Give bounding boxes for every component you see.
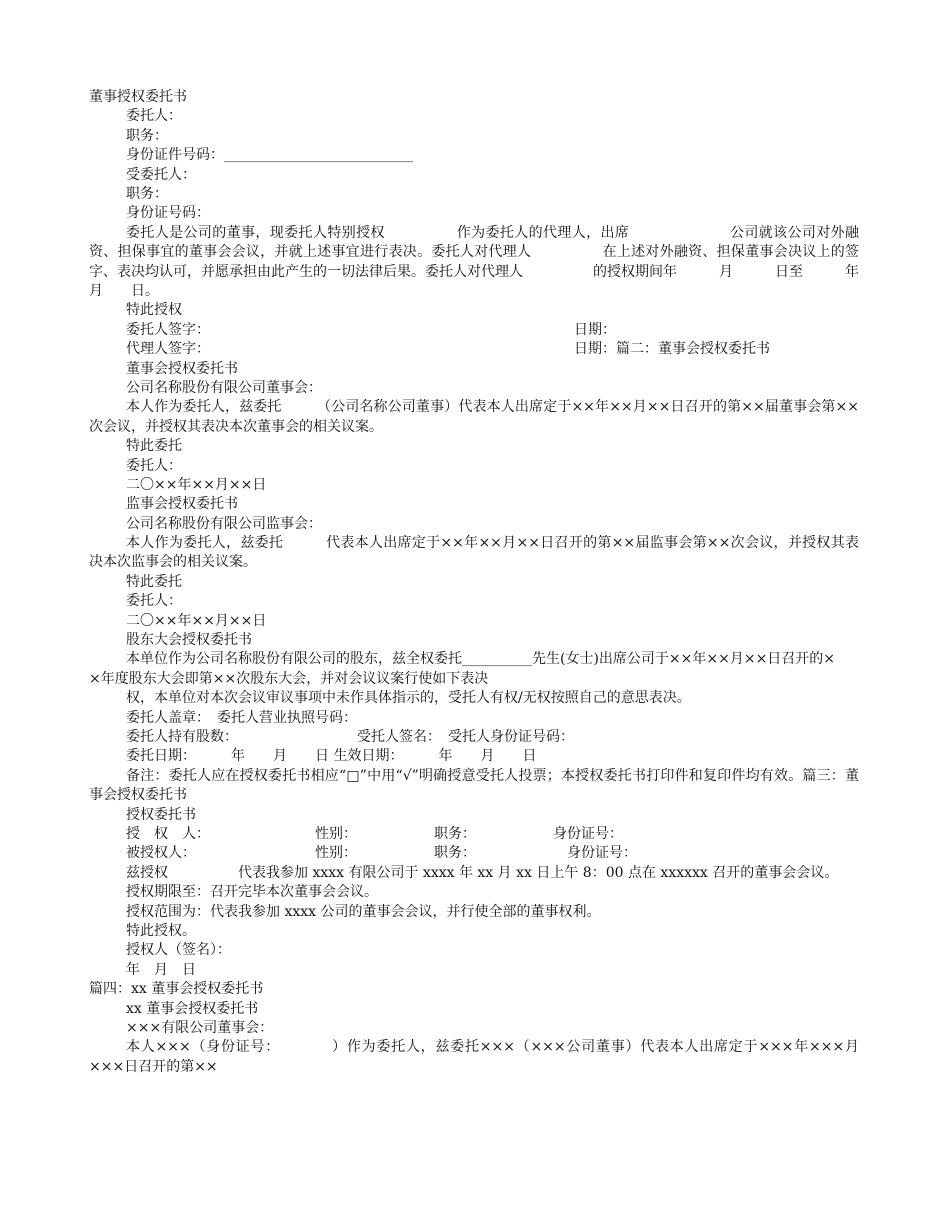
- doc-title: 董事授权委托书: [89, 89, 187, 105]
- s5-date-line: 年 月 日: [126, 961, 196, 978]
- document-body: [89, 88, 901, 1077]
- s1-agent-id: 身份证号码：: [126, 205, 210, 222]
- s1-principal: 委托人：: [126, 108, 182, 125]
- principal-signature-label: 委托人签字：: [126, 321, 210, 338]
- s6-title: xx 董事会授权委托书: [126, 1000, 259, 1017]
- s5-signature-line: 授权人（签名）：: [126, 942, 231, 959]
- s4-shares-line: 委托人持有股数： 受托人签名： 受托人身份证号码：: [126, 729, 574, 746]
- s5-title: 授权委托书: [126, 806, 196, 823]
- s3-hereby: 特此委托: [126, 573, 182, 590]
- s3-body-paragraph: 本人作为委托人，兹委托 代表本人出席定于××年××月××日召开的第××届监事会第××次会议，并授权其表决本次监事会的相关议案。: [89, 535, 859, 571]
- date-label-2: 日期：篇二：董事会授权委托书: [574, 341, 770, 358]
- s2-body-paragraph: 本人作为委托人，兹委托 （公司名称公司董事）代表本人出席定于××年××月××日召开的第××届董事会第××次会议，并授权其表决本次董事会的相关议案。: [89, 399, 859, 435]
- s1-hereby: 特此授权: [126, 302, 182, 319]
- date-label-1: 日期：: [574, 321, 616, 338]
- s2-date: 二〇××年××月××日: [126, 476, 267, 493]
- s4-seal-line: 委托人盖章： 委托人营业执照号码：: [126, 709, 357, 726]
- s5-grantee-line: 被授权人： 性别： 职务： 身份证号：: [126, 845, 637, 862]
- s1-agent: 受委托人：: [126, 166, 196, 183]
- s5-hereby: 特此授权。: [126, 922, 196, 939]
- s1-id-number: 身份证件号码：___________________________: [126, 147, 413, 164]
- s4-body-line-3: 权，本单位对本次会议审议事项中未作具体指示的，受托人有权/无权按照自己的意思表决。: [126, 690, 691, 707]
- s4-body-line-2: ×年度股东大会即第××次股东大会，并对会议议案行使如下表决: [89, 670, 489, 687]
- s6-chapter-title: 篇四：xx 董事会授权委托书: [89, 981, 264, 998]
- s4-body-paragraph: 本单位作为公司名称股份有限公司的股东，兹全权委托__________先生(女士)出席公司于××年××月××日召开的×: [126, 651, 836, 668]
- s6-addressee: ×××有限公司董事会：: [126, 1019, 274, 1036]
- s3-addressee: 公司名称股份有限公司监事会：: [126, 515, 322, 532]
- s3-principal: 委托人：: [126, 593, 182, 610]
- s2-addressee: 公司名称股份有限公司董事会：: [126, 379, 322, 396]
- s1-signature-row-1: [89, 321, 859, 340]
- s4-dates-line: 委托日期： 年 月 日 生效日期： 年 月 日: [126, 748, 537, 765]
- s1-position: 职务：: [126, 127, 168, 144]
- s2-hereby: 特此委托: [126, 438, 182, 455]
- s5-grantor-line: 授 权 人： 性别： 职务： 身份证号：: [126, 826, 623, 843]
- s1-body-paragraph: 委托人是公司的董事，现委托人特别授权 作为委托人的代理人，出席 公司就该公司对外融资、担保事宜的董事会会议，并就上述事宜进行表决。委托人对代理人 在上述对外融资、担保董事会决议上的签字、表决均认可，并愿承担由此产生的一切法律后果。委托人对代理人 的授权期间年 月 日至 年 月 日。: [89, 224, 901, 299]
- s6-body-paragraph: 本人×××（身份证号： ）作为委托人，兹委托×××（×××公司董事）代表本人出席定于×××年×××月×××日召开的第××: [89, 1039, 859, 1075]
- s2-title: 董事会授权委托书: [126, 360, 238, 377]
- s3-date: 二〇××年××月××日: [126, 612, 267, 629]
- s2-principal: 委托人：: [126, 457, 182, 474]
- s4-note-paragraph: 备注：委托人应在授权委托书相应“□”中用“√”明确授意受托人投票；本授权委托书打印件和复印件均有效。篇三：董事会授权委托书: [89, 767, 859, 804]
- s1-agent-position: 职务：: [126, 185, 168, 202]
- s4-title: 股东大会授权委托书: [126, 632, 252, 649]
- s5-term-line: 授权期限至：召开完毕本次董事会会议。: [126, 884, 378, 901]
- s1-signature-row-2: [89, 340, 859, 359]
- s5-body-paragraph: 兹授权 代表我参加 xxxx 有限公司于 xxxx 年 xx 月 xx 日上午 8：00 点在 xxxxxx 召开的董事会会议。: [126, 864, 839, 881]
- s3-title: 监事会授权委托书: [126, 496, 238, 513]
- s5-scope-line: 授权范围为：代表我参加 xxxx 公司的董事会会议，并行使全部的董事权利。: [126, 903, 601, 920]
- agent-signature-label: 代理人签字：: [126, 341, 210, 358]
